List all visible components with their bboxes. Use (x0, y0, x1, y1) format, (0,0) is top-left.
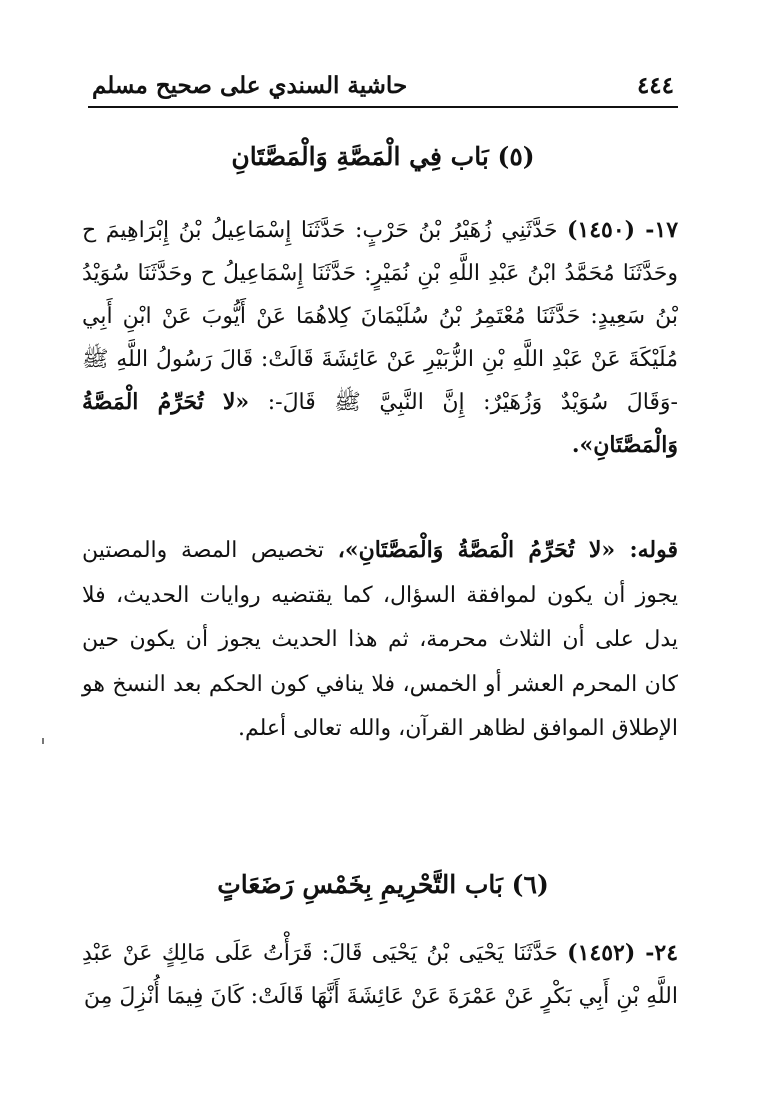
scan-speck (42, 738, 44, 744)
commentary-paragraph (82, 528, 678, 752)
hadith-17 (82, 209, 678, 467)
chapter-5-heading: (٥) بَاب فِي الْمَصَّةِ وَالْمَصَّتَانِ (231, 142, 535, 171)
book-title: حاشية السندي على صحيح مسلم (92, 72, 408, 99)
commentary-text: تخصيص المصة والمصتين يجوز أن يكون لموافقة السؤال، كما يقتضيه روايات الحديث، فلا يدل على أن الثلاث محرمة، ثم هذا الحديث يجوز أن يكون حين كان المحرم العشر أو الخمس، فلا ينافي كون الحكم بعد النسخ هو الإطلاق الموافق لظاهر القرآن، والله تعالى أعلم. (82, 538, 678, 741)
chapter-6-heading: (٦) بَاب التَّحْرِيمِ بِخَمْسِ رَضَعَاتٍ (217, 870, 549, 899)
hadith-17-matn: «لا تُحَرِّمُ الْمَصَّةُ وَالْمَصَّتَانِ». (82, 389, 678, 458)
hadith-24 (82, 932, 678, 1018)
hadith-24-number: ٢٤- (١٤٥٢) (567, 940, 679, 966)
commentary-lead: قوله: «لا تُحَرِّمُ الْمَصَّةُ وَالْمَصَّتَانِ»، (337, 537, 678, 563)
hadith-24-text: حَدَّثَنَا يَحْيَى بْنُ يَحْيَى قَالَ: قَرَأْتُ عَلَى مَالِكٍ عَنْ عَبْدِ اللَّهِ بْنِ أَبِي بَكْرٍ عَنْ عَمْرَةَ عَنْ عَائِشَةَ أَنَّهَا قَالَتْ: كَانَ فِيمَا أُنْزِلَ مِنَ (82, 941, 678, 1009)
hadith-17-isnad: حَدَّثَنِي زُهَيْرُ بْنُ حَرْبٍ: حَدَّثَنَا إِسْمَاعِيلُ بْنُ إِبْرَاهِيمَ ح وحَدَّثَنَا مُحَمَّدُ ابْنُ عَبْدِ اللَّهِ بْنِ نُمَيْرٍ: حَدَّثَنَا إِسْمَاعِيلُ ح وحَدَّثَنَا سُوَيْدُ بْنُ سَعِيدٍ: حَدَّثَنَا مُعْتَمِرُ بْنُ سُلَيْمَانَ كِلاهُمَا عَنْ أَيُّوبَ عَنْ ابْنِ أَبِي مُلَيْكَةَ عَنْ عَبْدِ اللَّهِ بْنِ الزُّبَيْرِ عَنْ عَائِشَةَ قَالَتْ: قَالَ رَسُولُ اللَّهِ ﷺ -وَقَالَ سُوَيْدٌ وَزُهَيْرٌ: إِنَّ النَّبِيَّ ﷺ قَالَ-: (82, 218, 678, 415)
running-header (88, 66, 678, 108)
hadith-17-number: ١٧- (١٤٥٠) (566, 217, 679, 243)
page-number: ٤٤٤ (636, 72, 674, 99)
